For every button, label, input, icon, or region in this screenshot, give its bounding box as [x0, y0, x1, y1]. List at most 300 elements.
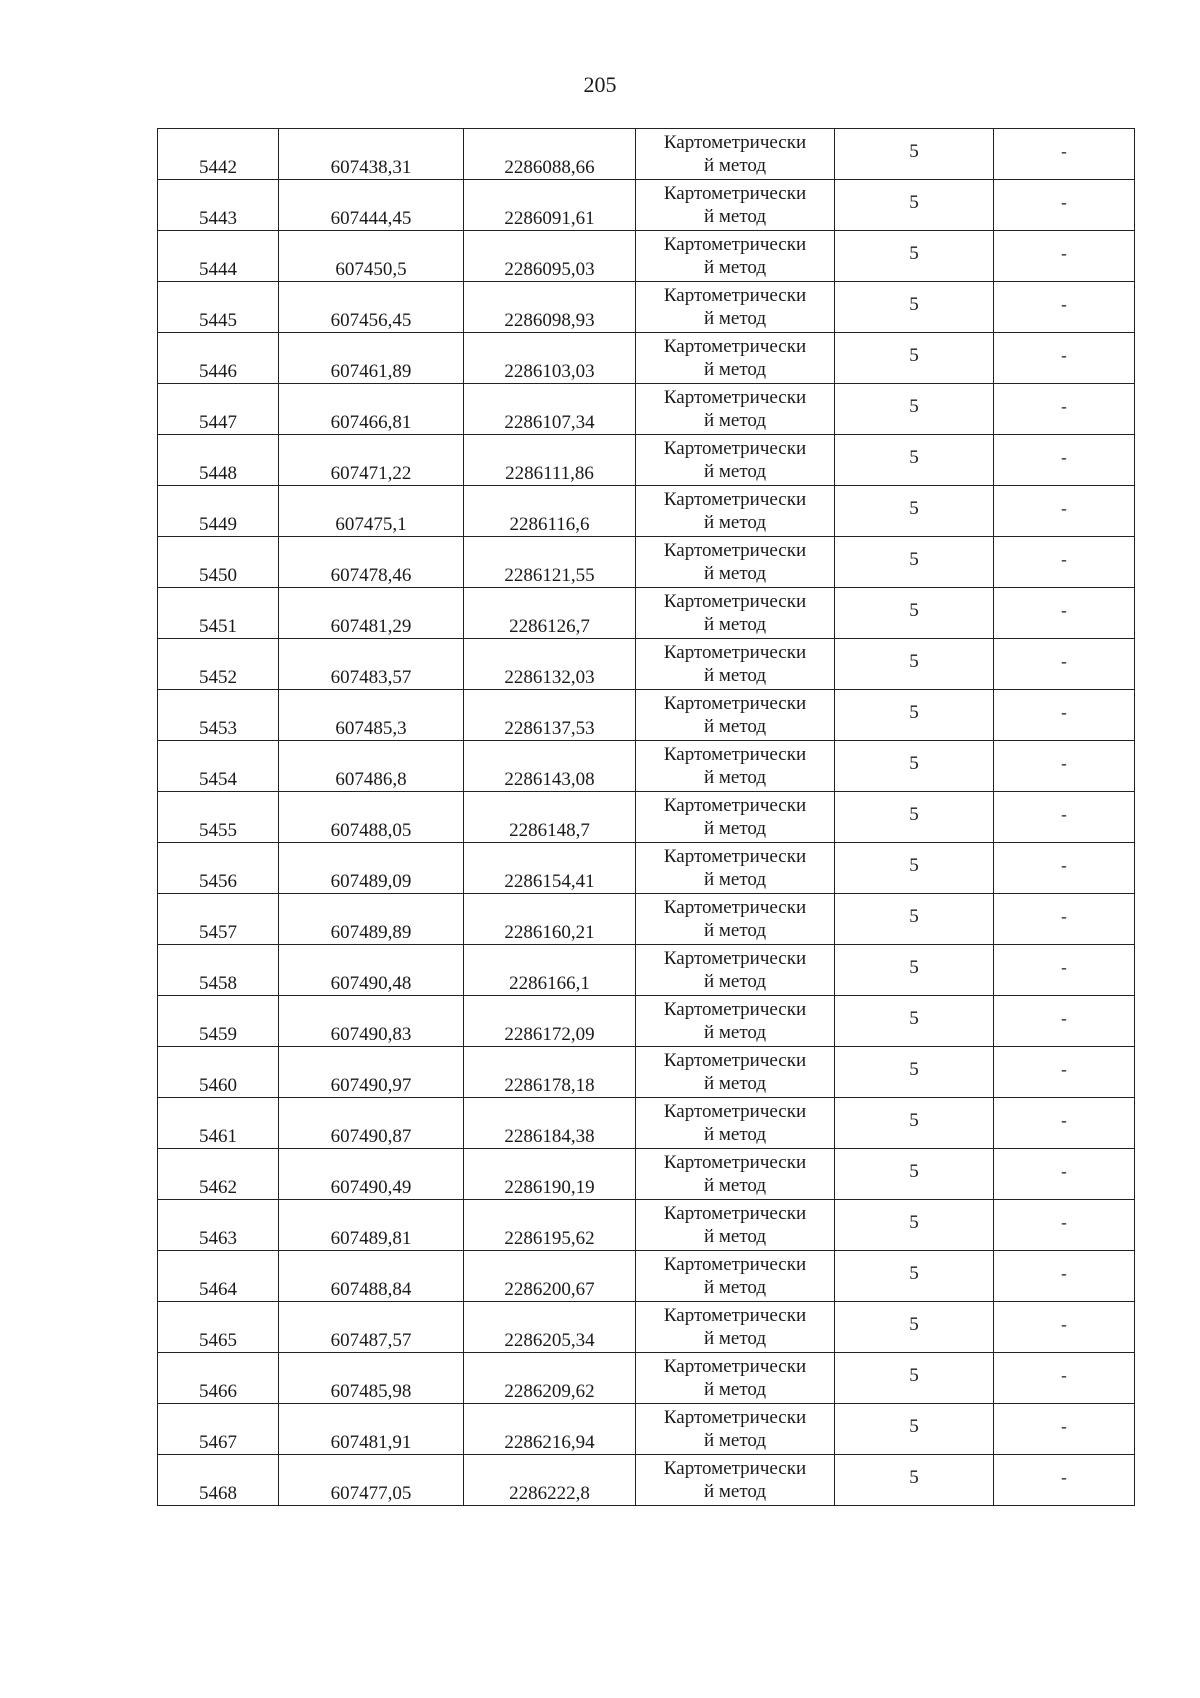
precision-value: 5 — [909, 599, 919, 621]
method-text-line2: й метод — [703, 308, 767, 329]
table-row — [158, 282, 1135, 333]
method-text-line2: й метод — [703, 920, 767, 941]
y-coordinate-cell: 2286178,18 — [464, 1047, 636, 1098]
note-value: - — [1061, 396, 1067, 416]
note-value: - — [1061, 1212, 1067, 1232]
x-coordinate-cell: 607477,05 — [279, 1455, 464, 1506]
method-text-line1: Картометрически — [663, 489, 807, 510]
note-cell — [994, 486, 1135, 537]
note-value: - — [1061, 600, 1067, 620]
method-cell — [636, 1455, 835, 1506]
y-coordinate-cell: 2286111,86 — [464, 435, 636, 486]
method-text-line2: й метод — [703, 716, 767, 737]
method-text-line2: й метод — [703, 1124, 767, 1145]
method-text-line1: Картометрически — [663, 285, 807, 306]
table-row — [158, 690, 1135, 741]
note-value: - — [1061, 1314, 1067, 1334]
note-cell — [994, 537, 1135, 588]
note-cell — [994, 333, 1135, 384]
method-text-line1: Картометрически — [663, 183, 807, 204]
precision-value: 5 — [909, 1262, 919, 1284]
note-cell — [994, 282, 1135, 333]
note-cell — [994, 384, 1135, 435]
point-number-cell: 5455 — [158, 792, 279, 843]
method-text-line1: Картометрически — [663, 642, 807, 663]
coordinates-table-body — [158, 129, 1135, 1506]
point-number-cell: 5468 — [158, 1455, 279, 1506]
note-value: - — [1061, 1263, 1067, 1283]
x-coordinate-cell: 607490,83 — [279, 996, 464, 1047]
x-coordinate-cell: 607478,46 — [279, 537, 464, 588]
point-number-cell: 5458 — [158, 945, 279, 996]
precision-value: 5 — [909, 344, 919, 366]
precision-cell — [835, 435, 994, 486]
table-row — [158, 996, 1135, 1047]
method-cell — [636, 1353, 835, 1404]
precision-cell — [835, 588, 994, 639]
precision-value: 5 — [909, 242, 919, 264]
point-number-cell: 5445 — [158, 282, 279, 333]
precision-cell — [835, 486, 994, 537]
method-cell — [636, 435, 835, 486]
method-text-line2: й метод — [703, 665, 767, 686]
y-coordinate-cell: 2286088,66 — [464, 129, 636, 180]
table-row — [158, 639, 1135, 690]
point-number-cell: 5465 — [158, 1302, 279, 1353]
precision-cell — [835, 231, 994, 282]
y-coordinate-cell: 2286143,08 — [464, 741, 636, 792]
y-coordinate-cell: 2286091,61 — [464, 180, 636, 231]
table-row — [158, 1200, 1135, 1251]
method-cell — [636, 333, 835, 384]
y-coordinate-cell: 2286160,21 — [464, 894, 636, 945]
y-coordinate-cell: 2286190,19 — [464, 1149, 636, 1200]
precision-cell — [835, 894, 994, 945]
point-number-cell: 5459 — [158, 996, 279, 1047]
method-text-line2: й метод — [703, 869, 767, 890]
method-text-line1: Картометрически — [663, 846, 807, 867]
method-text-line1: Картометрически — [663, 795, 807, 816]
y-coordinate-cell: 2286195,62 — [464, 1200, 636, 1251]
x-coordinate-cell: 607481,91 — [279, 1404, 464, 1455]
note-cell — [994, 1098, 1135, 1149]
point-number-cell: 5457 — [158, 894, 279, 945]
note-cell — [994, 1404, 1135, 1455]
y-coordinate-cell: 2286216,94 — [464, 1404, 636, 1455]
method-cell — [636, 1200, 835, 1251]
point-number-cell: 5467 — [158, 1404, 279, 1455]
precision-cell — [835, 741, 994, 792]
method-text-line2: й метод — [703, 614, 767, 635]
y-coordinate-cell: 2286184,38 — [464, 1098, 636, 1149]
method-text-line1: Картометрически — [663, 1356, 807, 1377]
table-row — [158, 1047, 1135, 1098]
table-row — [158, 1353, 1135, 1404]
precision-cell — [835, 333, 994, 384]
note-cell — [994, 945, 1135, 996]
method-cell — [636, 690, 835, 741]
method-text-line2: й метод — [703, 1073, 767, 1094]
method-cell — [636, 282, 835, 333]
precision-cell — [835, 1200, 994, 1251]
table-row — [158, 843, 1135, 894]
precision-value: 5 — [909, 395, 919, 417]
precision-cell — [835, 384, 994, 435]
point-number-cell: 5443 — [158, 180, 279, 231]
x-coordinate-cell: 607489,09 — [279, 843, 464, 894]
note-value: - — [1061, 651, 1067, 671]
method-text-line2: й метод — [703, 1328, 767, 1349]
point-number-cell: 5452 — [158, 639, 279, 690]
precision-value: 5 — [909, 293, 919, 315]
y-coordinate-cell: 2286098,93 — [464, 282, 636, 333]
point-number-cell: 5464 — [158, 1251, 279, 1302]
method-text-line2: й метод — [703, 1277, 767, 1298]
table-row — [158, 231, 1135, 282]
point-number-cell: 5461 — [158, 1098, 279, 1149]
table-row — [158, 486, 1135, 537]
note-value: - — [1061, 345, 1067, 365]
x-coordinate-cell: 607466,81 — [279, 384, 464, 435]
y-coordinate-cell: 2286137,53 — [464, 690, 636, 741]
precision-value: 5 — [909, 1415, 919, 1437]
method-text-line1: Картометрически — [663, 1458, 807, 1479]
x-coordinate-cell: 607487,57 — [279, 1302, 464, 1353]
y-coordinate-cell: 2286107,34 — [464, 384, 636, 435]
y-coordinate-cell: 2286132,03 — [464, 639, 636, 690]
y-coordinate-cell: 2286121,55 — [464, 537, 636, 588]
note-cell — [994, 435, 1135, 486]
precision-cell — [835, 1404, 994, 1455]
note-cell — [994, 639, 1135, 690]
method-cell — [636, 996, 835, 1047]
method-text-line1: Картометрически — [663, 132, 807, 153]
precision-cell — [835, 129, 994, 180]
point-number-cell: 5454 — [158, 741, 279, 792]
precision-cell — [835, 996, 994, 1047]
method-cell — [636, 945, 835, 996]
precision-cell — [835, 537, 994, 588]
note-cell — [994, 129, 1135, 180]
method-cell — [636, 537, 835, 588]
point-number-cell: 5453 — [158, 690, 279, 741]
point-number-cell: 5451 — [158, 588, 279, 639]
method-text-line2: й метод — [703, 1430, 767, 1451]
table-row — [158, 792, 1135, 843]
note-value: - — [1061, 1059, 1067, 1079]
x-coordinate-cell: 607485,98 — [279, 1353, 464, 1404]
note-value: - — [1061, 1110, 1067, 1130]
point-number-cell: 5456 — [158, 843, 279, 894]
table-row — [158, 1251, 1135, 1302]
method-text-line2: й метод — [703, 359, 767, 380]
method-text-line2: й метод — [703, 767, 767, 788]
method-cell — [636, 1251, 835, 1302]
note-cell — [994, 231, 1135, 282]
x-coordinate-cell: 607461,89 — [279, 333, 464, 384]
method-cell — [636, 1047, 835, 1098]
method-cell — [636, 1149, 835, 1200]
method-text-line1: Картометрически — [663, 693, 807, 714]
note-cell — [994, 996, 1135, 1047]
precision-value: 5 — [909, 191, 919, 213]
table-row — [158, 945, 1135, 996]
table-row — [158, 1149, 1135, 1200]
table-row — [158, 1098, 1135, 1149]
note-cell — [994, 741, 1135, 792]
method-cell — [636, 639, 835, 690]
y-coordinate-cell: 2286172,09 — [464, 996, 636, 1047]
note-value: - — [1061, 702, 1067, 722]
method-cell — [636, 1098, 835, 1149]
precision-cell — [835, 792, 994, 843]
precision-value: 5 — [909, 140, 919, 162]
x-coordinate-cell: 607490,87 — [279, 1098, 464, 1149]
y-coordinate-cell: 2286205,34 — [464, 1302, 636, 1353]
method-text-line2: й метод — [703, 1226, 767, 1247]
note-value: - — [1061, 855, 1067, 875]
method-text-line1: Картометрически — [663, 897, 807, 918]
point-number-cell: 5442 — [158, 129, 279, 180]
x-coordinate-cell: 607490,49 — [279, 1149, 464, 1200]
note-value: - — [1061, 498, 1067, 518]
note-value: - — [1061, 192, 1067, 212]
x-coordinate-cell: 607438,31 — [279, 129, 464, 180]
point-number-cell: 5449 — [158, 486, 279, 537]
method-cell — [636, 588, 835, 639]
page-number: 205 — [583, 72, 617, 97]
method-text-line1: Картометрически — [663, 1407, 807, 1428]
y-coordinate-cell: 2286116,6 — [464, 486, 636, 537]
note-value: - — [1061, 957, 1067, 977]
point-number-cell: 5446 — [158, 333, 279, 384]
method-text-line2: й метод — [703, 1175, 767, 1196]
note-cell — [994, 1353, 1135, 1404]
point-number-cell: 5447 — [158, 384, 279, 435]
note-cell — [994, 1455, 1135, 1506]
precision-value: 5 — [909, 854, 919, 876]
method-text-line2: й метод — [703, 971, 767, 992]
precision-cell — [835, 1353, 994, 1404]
method-text-line2: й метод — [703, 257, 767, 278]
table-row — [158, 537, 1135, 588]
note-value: - — [1061, 294, 1067, 314]
method-text-line1: Картометрически — [663, 1101, 807, 1122]
note-cell — [994, 894, 1135, 945]
x-coordinate-cell: 607450,5 — [279, 231, 464, 282]
x-coordinate-cell: 607471,22 — [279, 435, 464, 486]
method-cell — [636, 1302, 835, 1353]
precision-value: 5 — [909, 1007, 919, 1029]
method-cell — [636, 129, 835, 180]
precision-cell — [835, 1302, 994, 1353]
method-cell — [636, 741, 835, 792]
precision-cell — [835, 1251, 994, 1302]
method-text-line1: Картометрически — [663, 540, 807, 561]
precision-value: 5 — [909, 446, 919, 468]
method-text-line1: Картометрически — [663, 336, 807, 357]
method-text-line1: Картометрически — [663, 1305, 807, 1326]
precision-cell — [835, 945, 994, 996]
precision-value: 5 — [909, 752, 919, 774]
note-value: - — [1061, 447, 1067, 467]
note-value: - — [1061, 1416, 1067, 1436]
method-text-line2: й метод — [703, 206, 767, 227]
method-text-line1: Картометрически — [663, 234, 807, 255]
precision-value: 5 — [909, 905, 919, 927]
y-coordinate-cell: 2286222,8 — [464, 1455, 636, 1506]
x-coordinate-cell: 607489,81 — [279, 1200, 464, 1251]
precision-cell — [835, 1098, 994, 1149]
note-value: - — [1061, 1365, 1067, 1385]
precision-value: 5 — [909, 956, 919, 978]
precision-value: 5 — [909, 803, 919, 825]
x-coordinate-cell: 607490,97 — [279, 1047, 464, 1098]
point-number-cell: 5463 — [158, 1200, 279, 1251]
x-coordinate-cell: 607456,45 — [279, 282, 464, 333]
table-row — [158, 588, 1135, 639]
precision-cell — [835, 180, 994, 231]
y-coordinate-cell: 2286103,03 — [464, 333, 636, 384]
note-cell — [994, 588, 1135, 639]
precision-value: 5 — [909, 1211, 919, 1233]
note-value: - — [1061, 906, 1067, 926]
method-text-line2: й метод — [703, 461, 767, 482]
note-cell — [994, 792, 1135, 843]
note-cell — [994, 180, 1135, 231]
method-text-line2: й метод — [703, 563, 767, 584]
y-coordinate-cell: 2286154,41 — [464, 843, 636, 894]
method-cell — [636, 792, 835, 843]
note-value: - — [1061, 243, 1067, 263]
point-number-cell: 5450 — [158, 537, 279, 588]
note-cell — [994, 690, 1135, 741]
x-coordinate-cell: 607489,89 — [279, 894, 464, 945]
method-text-line1: Картометрически — [663, 591, 807, 612]
x-coordinate-cell: 607483,57 — [279, 639, 464, 690]
method-cell — [636, 1404, 835, 1455]
y-coordinate-cell: 2286200,67 — [464, 1251, 636, 1302]
y-coordinate-cell: 2286148,7 — [464, 792, 636, 843]
note-value: - — [1061, 549, 1067, 569]
x-coordinate-cell: 607488,84 — [279, 1251, 464, 1302]
method-cell — [636, 384, 835, 435]
precision-value: 5 — [909, 650, 919, 672]
x-coordinate-cell: 607486,8 — [279, 741, 464, 792]
x-coordinate-cell: 607444,45 — [279, 180, 464, 231]
point-number-cell: 5462 — [158, 1149, 279, 1200]
table-row — [158, 1302, 1135, 1353]
method-text-line1: Картометрически — [663, 1203, 807, 1224]
y-coordinate-cell: 2286095,03 — [464, 231, 636, 282]
precision-value: 5 — [909, 1364, 919, 1386]
method-cell — [636, 180, 835, 231]
method-cell — [636, 894, 835, 945]
method-text-line1: Картометрически — [663, 1254, 807, 1275]
note-cell — [994, 1251, 1135, 1302]
note-value: - — [1061, 141, 1067, 161]
precision-cell — [835, 1455, 994, 1506]
method-text-line2: й метод — [703, 818, 767, 839]
point-number-cell: 5466 — [158, 1353, 279, 1404]
method-text-line2: й метод — [703, 1379, 767, 1400]
method-text-line1: Картометрически — [663, 999, 807, 1020]
method-text-line2: й метод — [703, 512, 767, 533]
method-text-line1: Картометрически — [663, 1152, 807, 1173]
precision-cell — [835, 690, 994, 741]
x-coordinate-cell: 607488,05 — [279, 792, 464, 843]
table-row — [158, 435, 1135, 486]
y-coordinate-cell: 2286166,1 — [464, 945, 636, 996]
precision-cell — [835, 843, 994, 894]
method-text-line2: й метод — [703, 155, 767, 176]
note-cell — [994, 843, 1135, 894]
precision-value: 5 — [909, 1160, 919, 1182]
method-text-line1: Картометрически — [663, 1050, 807, 1071]
x-coordinate-cell: 607485,3 — [279, 690, 464, 741]
note-value: - — [1061, 753, 1067, 773]
y-coordinate-cell: 2286126,7 — [464, 588, 636, 639]
table-row — [158, 1455, 1135, 1506]
note-value: - — [1061, 804, 1067, 824]
method-text-line1: Картометрически — [663, 744, 807, 765]
table-row — [158, 1404, 1135, 1455]
table-row — [158, 384, 1135, 435]
x-coordinate-cell: 607481,29 — [279, 588, 464, 639]
note-cell — [994, 1200, 1135, 1251]
note-value: - — [1061, 1467, 1067, 1487]
precision-value: 5 — [909, 497, 919, 519]
table-row — [158, 741, 1135, 792]
x-coordinate-cell: 607475,1 — [279, 486, 464, 537]
note-cell — [994, 1302, 1135, 1353]
precision-value: 5 — [909, 701, 919, 723]
method-cell — [636, 843, 835, 894]
precision-value: 5 — [909, 1058, 919, 1080]
point-number-cell: 5448 — [158, 435, 279, 486]
method-text-line2: й метод — [703, 1481, 767, 1502]
precision-cell — [835, 1047, 994, 1098]
y-coordinate-cell: 2286209,62 — [464, 1353, 636, 1404]
point-number-cell: 5460 — [158, 1047, 279, 1098]
precision-cell — [835, 282, 994, 333]
method-cell — [636, 486, 835, 537]
x-coordinate-cell: 607490,48 — [279, 945, 464, 996]
precision-cell — [835, 1149, 994, 1200]
method-text-line1: Картометрически — [663, 438, 807, 459]
precision-value: 5 — [909, 1466, 919, 1488]
note-value: - — [1061, 1008, 1067, 1028]
precision-value: 5 — [909, 1109, 919, 1131]
method-text-line2: й метод — [703, 1022, 767, 1043]
precision-value: 5 — [909, 1313, 919, 1335]
method-cell — [636, 231, 835, 282]
precision-value: 5 — [909, 548, 919, 570]
point-number-cell: 5444 — [158, 231, 279, 282]
table-row — [158, 129, 1135, 180]
note-value: - — [1061, 1161, 1067, 1181]
table-row — [158, 894, 1135, 945]
coordinates-table — [157, 128, 1135, 1506]
note-cell — [994, 1149, 1135, 1200]
table-row — [158, 333, 1135, 384]
note-cell — [994, 1047, 1135, 1098]
method-text-line1: Картометрически — [663, 948, 807, 969]
method-text-line1: Картометрически — [663, 387, 807, 408]
method-text-line2: й метод — [703, 410, 767, 431]
precision-cell — [835, 639, 994, 690]
table-row — [158, 180, 1135, 231]
